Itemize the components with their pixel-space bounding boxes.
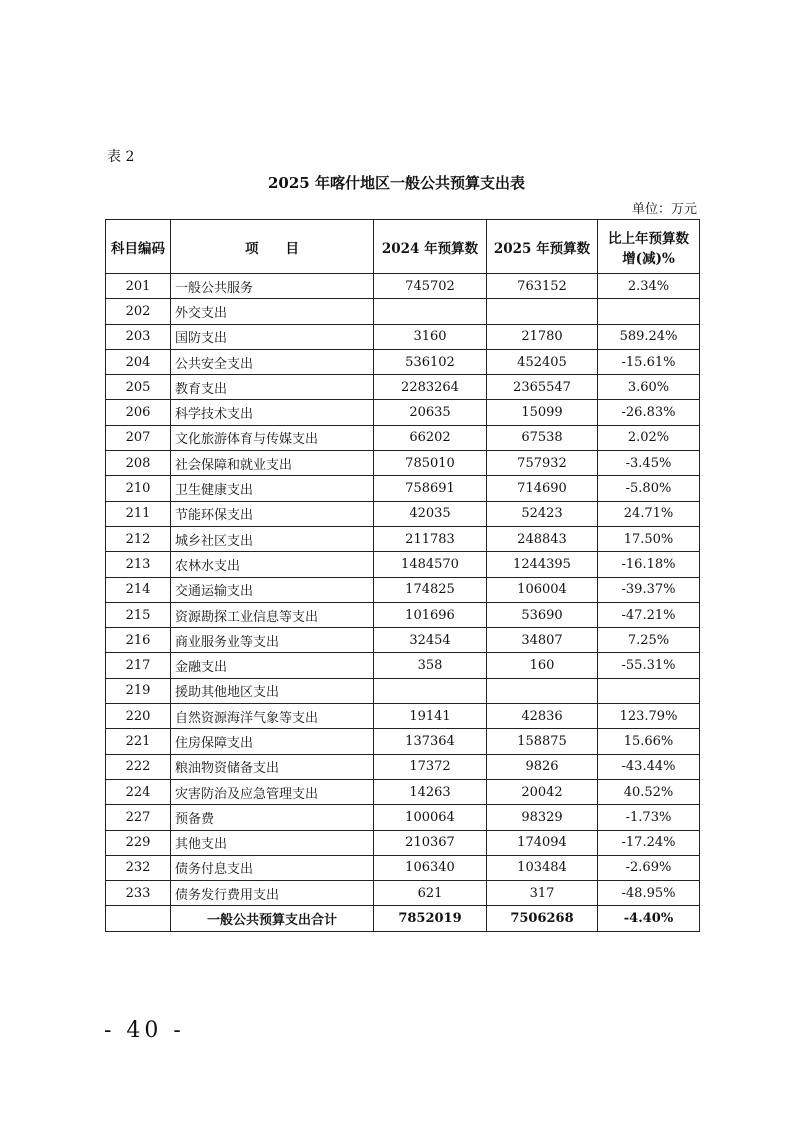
- cell-item: 金融支出: [171, 653, 374, 678]
- cell-code: [106, 906, 171, 931]
- cell-budget-2024: [374, 299, 487, 324]
- cell-change: 15.66%: [598, 729, 700, 754]
- cell-code: 215: [106, 602, 171, 627]
- cell-budget-2024: 3160: [374, 324, 487, 349]
- table-row: [106, 805, 700, 830]
- table-header-row: [106, 220, 700, 274]
- cell-item: 粮油物资储备支出: [171, 754, 374, 779]
- cell-item: 预备费: [171, 805, 374, 830]
- cell-budget-2025: 103484: [487, 855, 598, 880]
- cell-item: 公共安全支出: [171, 349, 374, 374]
- cell-change: 17.50%: [598, 526, 700, 551]
- cell-item: 一般公共服务: [171, 274, 374, 299]
- cell-budget-2024: 20635: [374, 400, 487, 425]
- cell-budget-2025: 34807: [487, 628, 598, 653]
- cell-code: 217: [106, 653, 171, 678]
- cell-budget-2024: 2283264: [374, 375, 487, 400]
- budget-table: [105, 219, 700, 932]
- cell-code: 206: [106, 400, 171, 425]
- cell-item: 自然资源海洋气象等支出: [171, 704, 374, 729]
- cell-item: 债务发行费用支出: [171, 881, 374, 906]
- cell-budget-2024: 17372: [374, 754, 487, 779]
- cell-change: -48.95%: [598, 881, 700, 906]
- table-row: [106, 653, 700, 678]
- cell-budget-2025: 15099: [487, 400, 598, 425]
- cell-budget-2024: 101696: [374, 602, 487, 627]
- cell-change: -4.40%: [598, 906, 700, 931]
- cell-item: 科学技术支出: [171, 400, 374, 425]
- table-row: [106, 881, 700, 906]
- cell-code: 232: [106, 855, 171, 880]
- cell-budget-2025: 21780: [487, 324, 598, 349]
- table-row: [106, 299, 700, 324]
- table-row: [106, 400, 700, 425]
- cell-item: 商业服务业等支出: [171, 628, 374, 653]
- cell-change: -55.31%: [598, 653, 700, 678]
- table-row: [106, 754, 700, 779]
- cell-budget-2025: 174094: [487, 830, 598, 855]
- cell-code: 210: [106, 476, 171, 501]
- cell-code: 222: [106, 754, 171, 779]
- cell-change: [598, 299, 700, 324]
- cell-budget-2025: 7506268: [487, 906, 598, 931]
- header-item: 项 目: [171, 220, 374, 274]
- cell-budget-2025: 9826: [487, 754, 598, 779]
- cell-budget-2025: 160: [487, 653, 598, 678]
- cell-budget-2025: 42836: [487, 704, 598, 729]
- table-row: [106, 425, 700, 450]
- cell-code: 207: [106, 425, 171, 450]
- cell-item: 援助其他地区支出: [171, 678, 374, 703]
- cell-budget-2024: 100064: [374, 805, 487, 830]
- cell-change: -17.24%: [598, 830, 700, 855]
- table-row: [106, 678, 700, 703]
- cell-item: 教育支出: [171, 375, 374, 400]
- unit-label: 单位：万元: [631, 202, 697, 217]
- table-row: [106, 855, 700, 880]
- table-row: [106, 274, 700, 299]
- cell-change: 7.25%: [598, 628, 700, 653]
- header-code: 科目编码: [106, 220, 171, 274]
- cell-code: 221: [106, 729, 171, 754]
- table-row: [106, 349, 700, 374]
- cell-code: 201: [106, 274, 171, 299]
- cell-budget-2024: 745702: [374, 274, 487, 299]
- cell-item: 债务付息支出: [171, 855, 374, 880]
- cell-code: 204: [106, 349, 171, 374]
- cell-budget-2025: 763152: [487, 274, 598, 299]
- cell-budget-2024: 785010: [374, 451, 487, 476]
- table-row: [106, 628, 700, 653]
- cell-budget-2024: 210367: [374, 830, 487, 855]
- table-row: [106, 552, 700, 577]
- cell-code: 214: [106, 577, 171, 602]
- cell-budget-2025: [487, 299, 598, 324]
- table-row: [106, 501, 700, 526]
- table-row: [106, 704, 700, 729]
- header-budget-2024: 2024 年预算数: [374, 220, 487, 274]
- cell-change: -16.18%: [598, 552, 700, 577]
- cell-change: 24.71%: [598, 501, 700, 526]
- cell-change: -47.21%: [598, 602, 700, 627]
- cell-budget-2025: 757932: [487, 451, 598, 476]
- cell-code: 211: [106, 501, 171, 526]
- table-row: [106, 779, 700, 804]
- cell-budget-2025: 714690: [487, 476, 598, 501]
- cell-item: 住房保障支出: [171, 729, 374, 754]
- cell-code: 203: [106, 324, 171, 349]
- header-budget-2025: 2025 年预算数: [487, 220, 598, 274]
- table-row: [106, 729, 700, 754]
- cell-budget-2024: 211783: [374, 526, 487, 551]
- cell-code: 202: [106, 299, 171, 324]
- cell-code: 208: [106, 451, 171, 476]
- cell-budget-2025: 52423: [487, 501, 598, 526]
- cell-change: -3.45%: [598, 451, 700, 476]
- table-row: [106, 602, 700, 627]
- cell-code: 220: [106, 704, 171, 729]
- table-row: [106, 476, 700, 501]
- cell-budget-2024: 42035: [374, 501, 487, 526]
- cell-change: -39.37%: [598, 577, 700, 602]
- cell-change: 2.34%: [598, 274, 700, 299]
- cell-change: 3.60%: [598, 375, 700, 400]
- cell-item: 一般公共预算支出合计: [171, 906, 374, 931]
- page-number: - 40 -: [104, 1018, 185, 1043]
- cell-budget-2025: 158875: [487, 729, 598, 754]
- cell-budget-2025: 67538: [487, 425, 598, 450]
- cell-item: 灾害防治及应急管理支出: [171, 779, 374, 804]
- table-row: [106, 577, 700, 602]
- table-row: [106, 375, 700, 400]
- cell-budget-2025: 98329: [487, 805, 598, 830]
- cell-budget-2025: 248843: [487, 526, 598, 551]
- cell-budget-2024: 32454: [374, 628, 487, 653]
- header-change: 比上年预算数增(减)%: [598, 220, 700, 274]
- table-row: [106, 451, 700, 476]
- table-body: [106, 274, 700, 932]
- cell-budget-2025: 106004: [487, 577, 598, 602]
- cell-budget-2025: 1244395: [487, 552, 598, 577]
- cell-budget-2024: [374, 678, 487, 703]
- cell-change: 2.02%: [598, 425, 700, 450]
- cell-change: [598, 678, 700, 703]
- table-row: [106, 324, 700, 349]
- page-title: 2025 年喀什地区一般公共预算支出表: [268, 174, 525, 192]
- cell-budget-2024: 174825: [374, 577, 487, 602]
- cell-budget-2024: 358: [374, 653, 487, 678]
- cell-item: 农林水支出: [171, 552, 374, 577]
- cell-code: 229: [106, 830, 171, 855]
- cell-code: 227: [106, 805, 171, 830]
- cell-code: 216: [106, 628, 171, 653]
- cell-budget-2024: 621: [374, 881, 487, 906]
- cell-change: -2.69%: [598, 855, 700, 880]
- cell-budget-2024: 19141: [374, 704, 487, 729]
- cell-item: 文化旅游体育与传媒支出: [171, 425, 374, 450]
- cell-code: 233: [106, 881, 171, 906]
- cell-item: 交通运输支出: [171, 577, 374, 602]
- cell-code: 224: [106, 779, 171, 804]
- cell-budget-2025: 53690: [487, 602, 598, 627]
- cell-code: 212: [106, 526, 171, 551]
- cell-budget-2024: 137364: [374, 729, 487, 754]
- cell-budget-2025: [487, 678, 598, 703]
- cell-budget-2024: 7852019: [374, 906, 487, 931]
- cell-item: 社会保障和就业支出: [171, 451, 374, 476]
- cell-budget-2024: 66202: [374, 425, 487, 450]
- cell-budget-2024: 1484570: [374, 552, 487, 577]
- cell-change: 40.52%: [598, 779, 700, 804]
- cell-item: 卫生健康支出: [171, 476, 374, 501]
- cell-budget-2024: 14263: [374, 779, 487, 804]
- cell-budget-2024: 106340: [374, 855, 487, 880]
- cell-change: 589.24%: [598, 324, 700, 349]
- cell-item: 国防支出: [171, 324, 374, 349]
- cell-change: 123.79%: [598, 704, 700, 729]
- cell-budget-2024: 536102: [374, 349, 487, 374]
- cell-budget-2025: 452405: [487, 349, 598, 374]
- cell-item: 资源勘探工业信息等支出: [171, 602, 374, 627]
- cell-code: 205: [106, 375, 171, 400]
- table-row: [106, 830, 700, 855]
- cell-change: -43.44%: [598, 754, 700, 779]
- cell-item: 城乡社区支出: [171, 526, 374, 551]
- cell-change: -1.73%: [598, 805, 700, 830]
- cell-budget-2025: 2365547: [487, 375, 598, 400]
- cell-change: -26.83%: [598, 400, 700, 425]
- cell-item: 其他支出: [171, 830, 374, 855]
- cell-budget-2025: 317: [487, 881, 598, 906]
- cell-code: 213: [106, 552, 171, 577]
- table-label: 表 2: [107, 149, 135, 165]
- cell-item: 外交支出: [171, 299, 374, 324]
- cell-code: 219: [106, 678, 171, 703]
- table-total-row: [106, 906, 700, 931]
- cell-budget-2025: 20042: [487, 779, 598, 804]
- cell-change: -15.61%: [598, 349, 700, 374]
- table-row: [106, 526, 700, 551]
- cell-item: 节能环保支出: [171, 501, 374, 526]
- cell-change: -5.80%: [598, 476, 700, 501]
- cell-budget-2024: 758691: [374, 476, 487, 501]
